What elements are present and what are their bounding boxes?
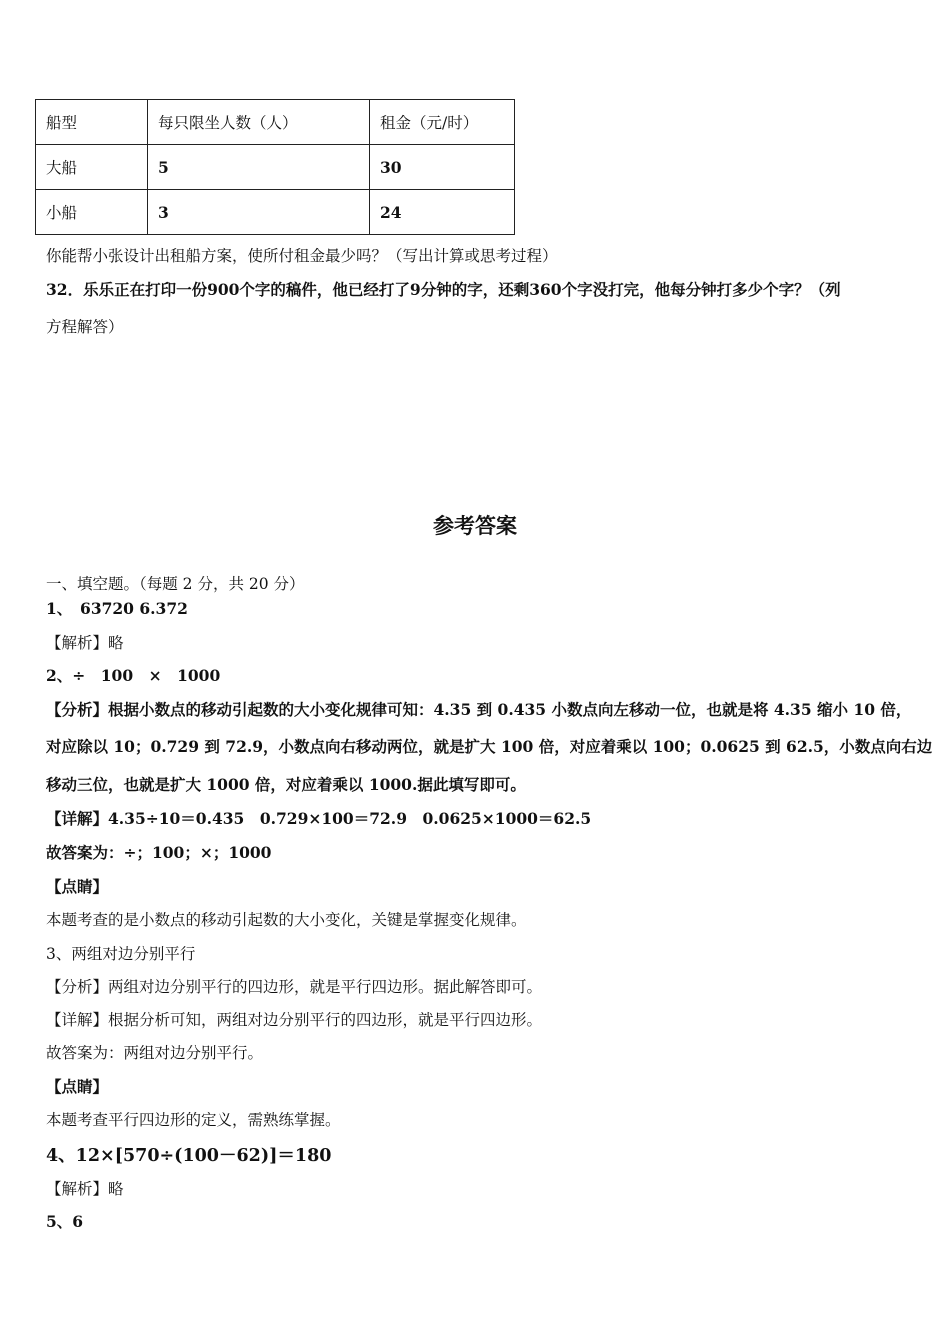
- section-1-heading: 一、填空题。（每题 2 分，共 20 分）: [46, 575, 305, 593]
- answer-3-analysis: 【分析】两组对边分别平行的四边形，就是平行四边形。据此解答即可。: [46, 978, 543, 996]
- question-32-line-1: 32．乐乐正在打印一份900个字的稿件，他已经打了9分钟的字，还剩360个字没打完，他每分钟打多少个字？（列: [46, 280, 841, 299]
- answer-5: 5、6: [46, 1212, 84, 1231]
- answer-3-comment-label: 【点睛】: [46, 1077, 109, 1096]
- boat-rental-table: [35, 99, 515, 235]
- answer-4-analysis: 【解析】略: [46, 1180, 124, 1198]
- answer-3-final: 故答案为：两组对边分别平行。: [46, 1044, 264, 1062]
- answer-3-detail: 【详解】根据分析可知，两组对边分别平行的四边形，就是平行四边形。: [46, 1011, 543, 1029]
- answer-2-comment: 本题考查的是小数点的移动引起数的大小变化，关键是掌握变化规律。: [46, 911, 527, 929]
- header-cell-rent: 租金（元/时）: [370, 100, 515, 145]
- answer-4: 4、12×[570÷(100－62)]＝180: [46, 1146, 332, 1166]
- cell-big-boat: 大船: [36, 145, 148, 190]
- cell-big-boat-capacity: 5: [148, 145, 370, 190]
- answer-2-analysis-line-2: 对应除以 10；0.729 到 72.9，小数点向右移动两位，就是扩大 100 倍，对应着乘以 100；0.0625 到 62.5，小数点向右边: [46, 737, 933, 756]
- table-row: [36, 190, 515, 235]
- cell-small-boat-capacity: 3: [148, 190, 370, 235]
- answer-2-analysis-line-3: 移动三位，也就是扩大 1000 倍，对应着乘以 1000.据此填写即可。: [46, 775, 526, 794]
- cell-small-boat: 小船: [36, 190, 148, 235]
- question-32-line-2: 方程解答）: [46, 318, 124, 336]
- answer-2-final: 故答案为：÷；100；×；1000: [46, 843, 272, 862]
- answer-title: 参考答案: [433, 513, 517, 538]
- answer-2-comment-label: 【点睛】: [46, 877, 109, 896]
- cell-small-boat-rent: 24: [370, 190, 515, 235]
- table-row: [36, 100, 515, 145]
- answer-2-analysis-line-1: 【分析】根据小数点的移动引起数的大小变化规律可知：4.35 到 0.435 小数点向左移动一位，也就是将 4.35 缩小 10 倍，: [46, 700, 912, 719]
- cell-big-boat-rent: 30: [370, 145, 515, 190]
- answer-2-detail: 【详解】4.35÷10＝0.435 0.729×100＝72.9 0.0625×1000＝62.5: [46, 809, 592, 828]
- question-31-prompt: 你能帮小张设计出租船方案，使所付租金最少吗？（写出计算或思考过程）: [46, 247, 558, 265]
- answer-3: 3、两组对边分别平行: [46, 945, 196, 963]
- table-row: [36, 145, 515, 190]
- header-cell-boat-type: 船型: [36, 100, 148, 145]
- header-cell-capacity: 每只限坐人数（人）: [148, 100, 370, 145]
- answer-1-analysis: 【解析】略: [46, 634, 124, 652]
- answer-1: 1、 63720 6.372: [46, 599, 188, 618]
- answer-3-comment: 本题考查平行四边形的定义，需熟练掌握。: [46, 1111, 341, 1129]
- answer-2: 2、÷ 100 × 1000: [46, 666, 221, 685]
